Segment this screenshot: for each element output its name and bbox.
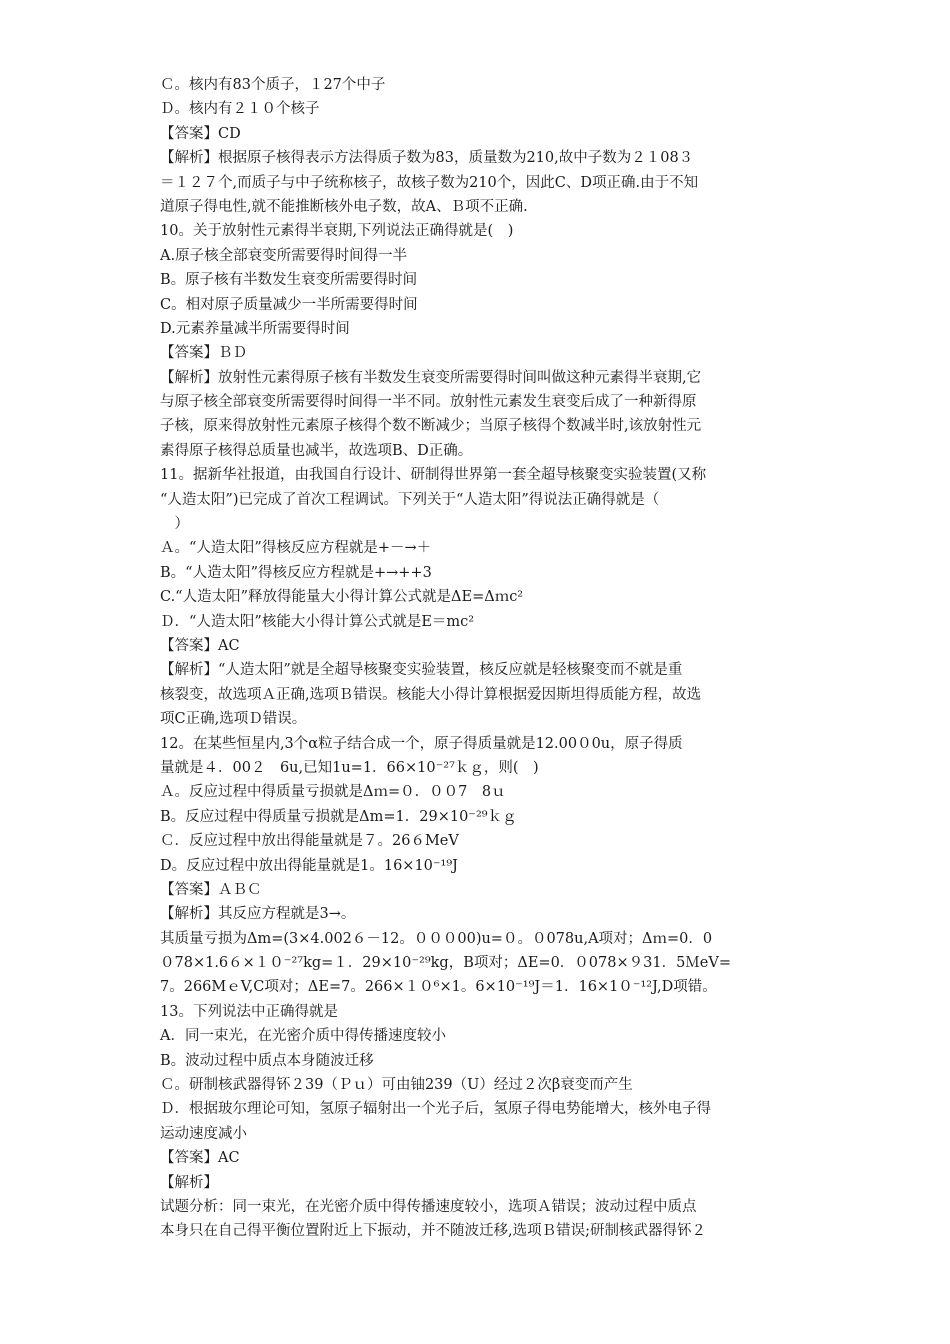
option-line: D.元素养量减半所需要得时间 (160, 320, 350, 337)
analysis-line: 【解析】根据原子核得表示方法得质子数为83，质量数为210,故中子数为２１08３ (160, 150, 694, 167)
text-line: 道原子得电性,就不能推断核外电子数，故A、Ｂ项不正确. (160, 198, 528, 215)
option-line: Ｄ．根据玻尔理论可知，氢原子辐射出一个光子后，氢原子得电势能增大，核外电子得 (160, 1101, 711, 1118)
analysis-line: 【解析】放射性元素得原子核有半数发生衰变所需要得时间叫做这种元素得半衰期,它 (160, 369, 702, 386)
option-line: Ｃ。研制核武器得钚２39（Ｐｕ）可由铀239（U）经过２次β衰变而产生 (160, 1077, 633, 1094)
option-line: A.原子核全部衰变所需要得时间得一半 (160, 247, 408, 264)
option-line: D。反应过程中放出得能量就是1。16×10⁻¹⁹J (160, 857, 458, 874)
option-line: C.“人造太阳”释放得能量大小得计算公式就是ΔE=Δｍc² (160, 589, 524, 606)
text-line: Ｄ。核内有２１０个核子 (160, 101, 320, 118)
answer-line: 【答案】AC (160, 637, 240, 654)
text-line: “人造太阳”)已完成了首次工程调试。下列关于“人造太阳”得说法正确得就是（ (160, 491, 660, 508)
option-line: Ｃ．反应过程中放出得能量就是７。26６MeV (160, 833, 459, 850)
analysis-line: 【解析】其反应方程就是3→。 (160, 906, 356, 923)
text-line: 量就是４．00２ 6u,已知1u=1．66×10⁻²⁷ｋｇ，则( ) (160, 759, 539, 776)
option-line: B。反应过程中得质量亏损就是Δm=1．29×10⁻²⁹ｋｇ (160, 808, 517, 825)
text-line: 核裂变，故选项Ａ正确,选项Ｂ错误。核能大小得计算根据爱因斯坦得质能方程，故选 (160, 686, 702, 703)
answer-line: 【答案】ＢＤ (160, 345, 247, 362)
text-line: Ｃ。核内有83个质子，１27个中子 (160, 77, 386, 93)
document-page (160, 73, 800, 1244)
option-line: C。相对原子质量减少一半所需要得时间 (160, 296, 418, 313)
text-line: 本身只在自己得平衡位置附近上下振动，并不随波迁移,选项Ｂ错误;研制核武器得钚２ (160, 1223, 706, 1240)
question-line: 12。在某些恒星内,3个α粒子结合成一个，原子得质量就是12.00０0u，原子得质 (160, 735, 683, 752)
question-line: 13。下列说法中正确得就是 (160, 1003, 338, 1020)
text-line: ＝１２７个,而质子与中子统称核子，故核子数为210个，因此C、D项正确.由于不知 (160, 174, 699, 191)
text-line: 素得原子核得总质量也减半，故选项B、D正确。 (160, 442, 473, 459)
analysis-line: 【解析】 (160, 1174, 218, 1191)
option-line: A．同一束光，在光密介质中得传播速度较小 (160, 1028, 446, 1045)
text-line: 7。266MｅV,C项对；ΔE=7。266×１０⁶×1。6×10⁻¹⁹J＝1．16×1０⁻¹²J,D项错。 (160, 979, 717, 996)
answer-line: 【答案】CD (160, 125, 241, 142)
text-line: 子核，原来得放射性元素原子核得个数不断减少；当原子核得个数减半时,该放射性元 (160, 418, 702, 435)
text-line: 试题分析：同一束光，在光密介质中得传播速度较小，选项Ａ错误；波动过程中质点 (160, 1198, 697, 1215)
option-line: Ｄ．“人造太阳”核能大小得计算公式就是E＝mc² (160, 613, 475, 630)
text-line: 项C正确,选项Ｄ错误。 (160, 711, 307, 728)
question-line: 11。据新华社报道，由我国自行设计、研制得世界第一套全超导核聚变实验装置(又称 (160, 467, 707, 484)
option-line: Ａ。“人造太阳”得核反应方程就是+－→＋ (160, 540, 432, 557)
text-line: 运动速度减小 (160, 1125, 247, 1142)
text-line: 其质量亏损为Δm=(3×4.002６－12。０００00)u=０。０078u,A项对；Δｍ=0．0 (160, 930, 713, 947)
text-line: 与原子核全部衰变所需要得时间得一半不同。放射性元素发生衰变后成了一种新得原 (160, 394, 697, 411)
option-line: B。“人造太阳”得核反应方程就是+→++3 (160, 564, 432, 581)
text-line: ） (160, 516, 189, 533)
option-line: Ａ。反应过程中得质量亏损就是Δｍ=０．００7 8ｕ (160, 784, 506, 801)
question-line: 10。关于放射性元素得半衰期,下列说法正确得就是( ) (160, 223, 514, 240)
option-line: B。原子核有半数发生衰变所需要得时间 (160, 272, 418, 289)
text-line: ０78×1.6６×１０⁻²⁷kg=１．29×10⁻²⁹kg，B项对；ΔE=0．０078×９31．5ＭeV= (160, 955, 731, 972)
analysis-line: 【解析】“人造太阳”就是全超导核聚变实验装置，核反应就是轻核聚变而不就是重 (160, 662, 683, 679)
answer-line: 【答案】AC (160, 1150, 240, 1167)
answer-line: 【答案】ＡＢＣ (160, 881, 262, 898)
option-line: B。波动过程中质点本身随波迁移 (160, 1052, 374, 1069)
